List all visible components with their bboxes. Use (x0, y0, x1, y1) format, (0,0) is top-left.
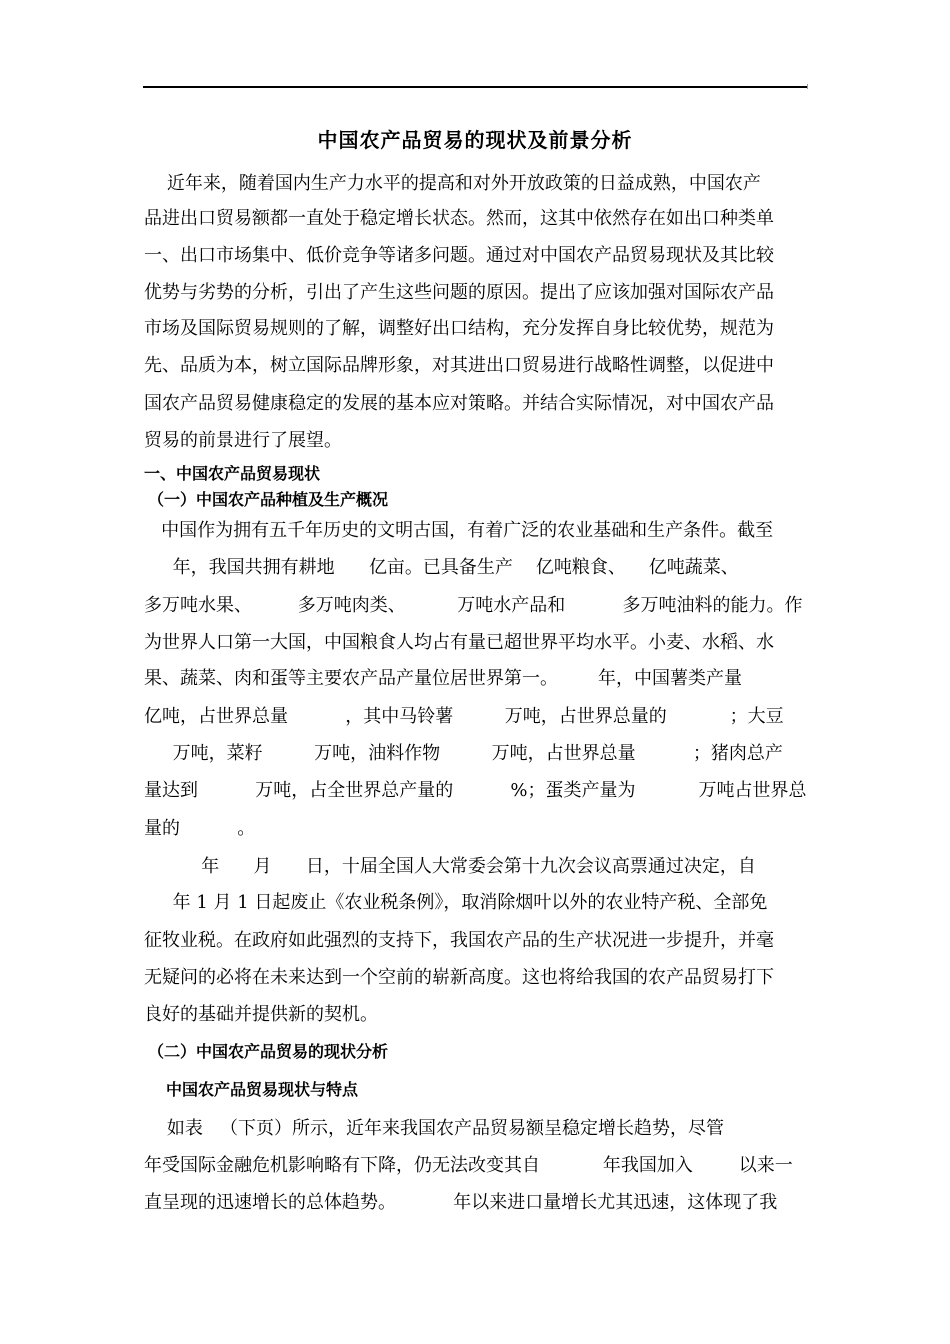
body-line: 年，我国共拥有耕地 亿亩。已具备生产 亿吨粮食、 亿吨蔬菜、 (144, 557, 739, 578)
intro-line: 优势与劣势的分析，引出了产生这些问题的原因。提出了应该加强对国际农产品 (144, 282, 774, 303)
intro-line: 一、出口市场集中、低价竞争等诸多问题。通过对中国农产品贸易现状及其比较 (144, 245, 774, 266)
body-line: 为世界人口第一大国，中国粮食人均占有量已超世界平均水平。小麦、水稻、水 (144, 632, 774, 653)
intro-line: 国农产品贸易健康稳定的发展的基本应对策略。并结合实际情况，对中国农产品 (144, 393, 774, 414)
subsection-heading: （二）中国农产品贸易的现状分析 (148, 1042, 389, 1061)
body-line: 多万吨水果、 多万吨肉类、 万吨水产品和 多万吨油料的能力。作 (144, 595, 803, 616)
header-tick (807, 84, 808, 89)
body-line: 果、蔬菜、肉和蛋等主要农产品产量位居世界第一。 年，中国薯类产量 (144, 668, 743, 689)
intro-line: 品进出口贸易额都一直处于稳定增长状态。然而，这其中依然存在如出口种类单 (144, 208, 774, 229)
body-line: 亿吨，占世界总量 ，其中马铃薯 万吨，占世界总量的 ；大豆 (144, 706, 784, 727)
body-line: 年受国际金融危机影响略有下降，仍无法改变其自 年我国加入 以来一 (144, 1155, 793, 1176)
body-line: 量的 。 (144, 818, 256, 839)
body-line: 万吨，菜籽 万吨，油料作物 万吨，占世界总量 ；猪肉总产 (144, 743, 783, 764)
body-line: 中国作为拥有五千年历史的文明古国，有着广泛的农业基础和生产条件。截至 (144, 520, 774, 541)
subsection-heading: （一）中国农产品种植及生产概况 (148, 490, 389, 509)
subsubsection-heading: 中国农产品贸易现状与特点 (166, 1080, 359, 1099)
intro-line: 近年来，随着国内生产力水平的提高和对外开放政策的日益成熟，中国农产 (144, 173, 761, 194)
body-line: 直呈现的迅速增长的总体趋势。 年以来进口量增长尤其迅速，这体现了我 (144, 1192, 778, 1213)
header-rule (143, 86, 807, 88)
body-line: 年 月 日，十届全国人大常委会第十九次会议高票通过决定，自 (144, 856, 756, 877)
intro-line: 市场及国际贸易规则的了解，调整好出口结构，充分发挥自身比较优势，规范为 (144, 318, 774, 339)
body-line: 如表 （下页）所示，近年来我国农产品贸易额呈稳定增长趋势，尽管 (144, 1118, 725, 1139)
intro-line: 贸易的前景进行了展望。 (144, 430, 342, 451)
body-line: 年 1 月 1 日起废止《农业税条例》，取消除烟叶以外的农业特产税、全部免 (144, 892, 768, 913)
intro-line: 先、品质为本，树立国际品牌形象，对其进出口贸易进行战略性调整，以促进中 (144, 355, 774, 376)
body-line: 良好的基础并提供新的契机。 (144, 1004, 378, 1025)
body-line: 征牧业税。在政府如此强烈的支持下，我国农产品的生产状况进一步提升，并毫 (144, 930, 774, 951)
section-heading: 一、中国农产品贸易现状 (144, 464, 321, 483)
body-line: 无疑问的必将在未来达到一个空前的崭新高度。这也将给我国的农产品贸易打下 (144, 967, 774, 988)
page-title: 中国农产品贸易的现状及前景分析 (317, 128, 633, 152)
body-line: 量达到 万吨，占全世界总产量的 %；蛋类产量为 万吨占世界总 (144, 780, 807, 801)
